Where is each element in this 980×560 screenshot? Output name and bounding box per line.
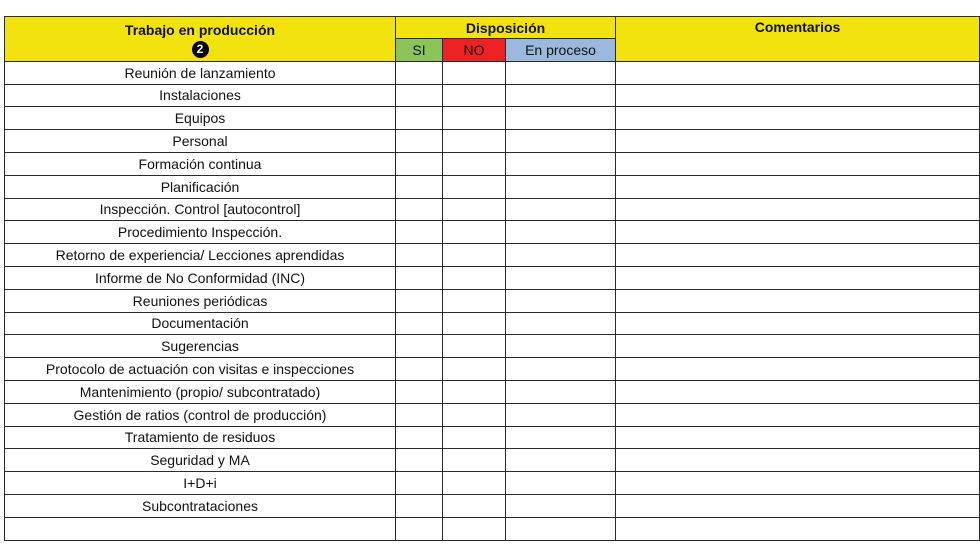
si-cell[interactable] [396, 380, 443, 403]
comments-cell[interactable] [616, 221, 980, 244]
en-proceso-cell[interactable] [506, 130, 616, 153]
comments-cell[interactable] [616, 380, 980, 403]
table-row [5, 84, 980, 107]
row-label: Tratamiento de residuos [5, 426, 396, 449]
comments-cell[interactable] [616, 266, 980, 289]
no-cell[interactable] [443, 84, 506, 107]
checklist-body [5, 61, 980, 540]
si-cell[interactable] [396, 266, 443, 289]
en-proceso-cell[interactable] [506, 335, 616, 358]
si-cell[interactable] [396, 472, 443, 495]
si-cell[interactable] [396, 221, 443, 244]
row-label: Protocolo de actuación con visitas e inspecciones [5, 358, 396, 381]
en-proceso-cell[interactable] [506, 472, 616, 495]
row-label: Retorno de experiencia/ Lecciones aprendidas [5, 244, 396, 267]
no-cell[interactable] [443, 358, 506, 381]
si-cell[interactable] [396, 289, 443, 312]
row-label: Subcontrataciones [5, 494, 396, 517]
si-cell[interactable] [396, 244, 443, 267]
row-label: Formación continua [5, 152, 396, 175]
en-proceso-cell[interactable] [506, 403, 616, 426]
en-proceso-cell[interactable] [506, 175, 616, 198]
table-row [5, 449, 980, 472]
si-cell[interactable] [396, 403, 443, 426]
row-label: Reuniones periódicas [5, 289, 396, 312]
en-proceso-cell[interactable] [506, 266, 616, 289]
row-label: Reunión de lanzamiento [5, 61, 396, 84]
table-row [5, 472, 980, 495]
row-label: Procedimiento Inspección. [5, 221, 396, 244]
row-label: Informe de No Conformidad (INC) [5, 266, 396, 289]
table-row [5, 152, 980, 175]
row-label: Documentación [5, 312, 396, 335]
si-cell[interactable] [396, 426, 443, 449]
task-column-title: Trabajo en producción [124, 21, 276, 38]
disposition-header: Disposición [396, 17, 616, 39]
no-cell[interactable] [443, 403, 506, 426]
no-cell[interactable] [443, 130, 506, 153]
no-subheader: NO [443, 39, 506, 62]
comments-cell[interactable] [616, 449, 980, 472]
si-subheader: SI [396, 39, 443, 62]
table-row [5, 175, 980, 198]
en-proceso-cell[interactable] [506, 198, 616, 221]
si-cell[interactable] [396, 517, 443, 540]
no-cell[interactable] [443, 266, 506, 289]
no-cell[interactable] [443, 221, 506, 244]
si-cell[interactable] [396, 494, 443, 517]
table-row [5, 517, 980, 540]
si-cell[interactable] [396, 152, 443, 175]
row-label: Planificación [5, 175, 396, 198]
row-label: Seguridad y MA [5, 449, 396, 472]
row-label: I+D+i [5, 472, 396, 495]
no-cell[interactable] [443, 380, 506, 403]
en-proceso-cell[interactable] [506, 289, 616, 312]
no-cell[interactable] [443, 494, 506, 517]
table-row [5, 335, 980, 358]
no-cell[interactable] [443, 312, 506, 335]
si-cell[interactable] [396, 130, 443, 153]
comments-cell[interactable] [616, 152, 980, 175]
no-cell[interactable] [443, 426, 506, 449]
table-row [5, 198, 980, 221]
en-proceso-subheader: En proceso [506, 39, 616, 62]
comments-cell[interactable] [616, 175, 980, 198]
task-column-header [5, 17, 396, 62]
production-checklist-table [4, 16, 980, 541]
en-proceso-cell[interactable] [506, 517, 616, 540]
table-row [5, 61, 980, 84]
step-number-badge: 2 [192, 41, 209, 58]
table-row [5, 426, 980, 449]
comments-cell[interactable] [616, 358, 980, 381]
row-label: Personal [5, 130, 396, 153]
table-row [5, 266, 980, 289]
en-proceso-cell[interactable] [506, 358, 616, 381]
en-proceso-cell[interactable] [506, 312, 616, 335]
en-proceso-cell[interactable] [506, 221, 616, 244]
table-row [5, 289, 980, 312]
si-cell[interactable] [396, 61, 443, 84]
en-proceso-cell[interactable] [506, 152, 616, 175]
comments-cell[interactable] [616, 335, 980, 358]
table-row [5, 130, 980, 153]
en-proceso-cell[interactable] [506, 426, 616, 449]
row-label: Gestión de ratios (control de producción) [5, 403, 396, 426]
comments-cell[interactable] [616, 130, 980, 153]
si-cell[interactable] [396, 335, 443, 358]
comments-cell[interactable] [616, 61, 980, 84]
comments-cell[interactable] [616, 107, 980, 130]
table-row [5, 358, 980, 381]
comments-cell[interactable] [616, 403, 980, 426]
si-cell[interactable] [396, 198, 443, 221]
comments-cell[interactable] [616, 426, 980, 449]
en-proceso-cell[interactable] [506, 449, 616, 472]
row-label: Sugerencias [5, 335, 396, 358]
si-cell[interactable] [396, 449, 443, 472]
en-proceso-cell[interactable] [506, 494, 616, 517]
no-cell[interactable] [443, 335, 506, 358]
no-cell[interactable] [443, 198, 506, 221]
table-row [5, 403, 980, 426]
no-cell[interactable] [443, 472, 506, 495]
no-cell[interactable] [443, 152, 506, 175]
si-cell[interactable] [396, 312, 443, 335]
comments-header: Comentarios [616, 17, 980, 62]
no-cell[interactable] [443, 289, 506, 312]
en-proceso-cell[interactable] [506, 84, 616, 107]
en-proceso-cell[interactable] [506, 244, 616, 267]
comments-cell[interactable] [616, 244, 980, 267]
table-row [5, 380, 980, 403]
si-cell[interactable] [396, 358, 443, 381]
row-label: Mantenimiento (propio/ subcontratado) [5, 380, 396, 403]
table-row [5, 221, 980, 244]
en-proceso-cell[interactable] [506, 380, 616, 403]
comments-cell[interactable] [616, 312, 980, 335]
si-cell[interactable] [396, 175, 443, 198]
row-label: Instalaciones [5, 84, 396, 107]
header-row-top [5, 17, 980, 39]
comments-cell[interactable] [616, 472, 980, 495]
si-cell[interactable] [396, 84, 443, 107]
comments-cell[interactable] [616, 494, 980, 517]
table-row [5, 107, 980, 130]
comments-cell[interactable] [616, 84, 980, 107]
comments-cell[interactable] [616, 517, 980, 540]
en-proceso-cell[interactable] [506, 61, 616, 84]
no-cell[interactable] [443, 244, 506, 267]
comments-cell[interactable] [616, 198, 980, 221]
en-proceso-cell[interactable] [506, 107, 616, 130]
table-row [5, 494, 980, 517]
no-cell[interactable] [443, 517, 506, 540]
no-cell[interactable] [443, 175, 506, 198]
no-cell[interactable] [443, 449, 506, 472]
si-cell[interactable] [396, 107, 443, 130]
no-cell[interactable] [443, 107, 506, 130]
no-cell[interactable] [443, 61, 506, 84]
table-row [5, 312, 980, 335]
comments-cell[interactable] [616, 289, 980, 312]
row-label: Equipos [5, 107, 396, 130]
table-row [5, 244, 980, 267]
row-label [5, 517, 396, 540]
row-label: Inspección. Control [autocontrol] [5, 198, 396, 221]
